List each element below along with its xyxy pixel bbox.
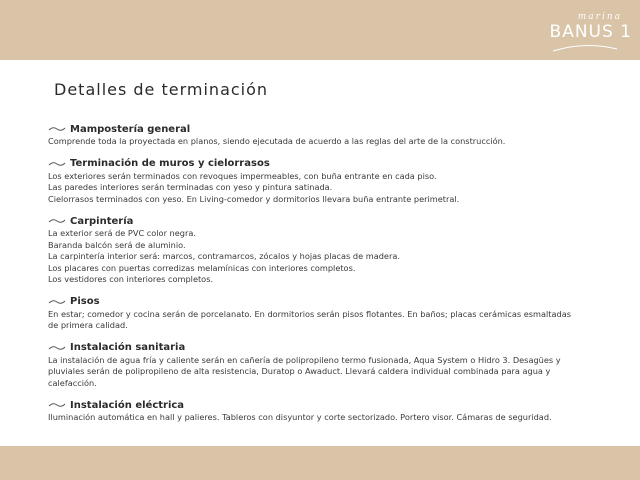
section-header: [48, 157, 623, 171]
brand-script-text: marina: [577, 12, 622, 22]
tilde-dash-icon: [48, 298, 66, 306]
tilde-dash-icon: [48, 344, 66, 352]
section-title: Instalación sanitaria: [70, 342, 186, 353]
section-instalacion-sanitaria: [48, 341, 623, 390]
section-line: Comprende toda la proyectada en planos, siendo ejecutada de acuerdo a las reglas del arte de la construcción.: [48, 136, 506, 146]
page-title: Detalles de terminación: [54, 80, 269, 99]
section-body: [48, 309, 623, 332]
section-header: [48, 398, 623, 412]
brand-arc-icon: [552, 43, 618, 52]
section-line: de primera calidad.: [48, 320, 128, 330]
section-header: [48, 295, 623, 309]
section-header: [48, 214, 623, 228]
header-band: [0, 0, 640, 60]
footer-band: [0, 446, 640, 480]
section-line: Iluminación automática en hall y palieres. Tableros con disyuntor y corte sectorizado. Portero visor. Cámaras de seguridad.: [48, 412, 552, 422]
specs-content: [48, 122, 623, 433]
section-carpinteria: [48, 214, 623, 286]
tilde-dash-icon: [48, 125, 66, 133]
section-header: [48, 341, 623, 355]
brand-main-text: BANUS 1: [549, 22, 632, 42]
tilde-dash-icon: [48, 401, 66, 409]
section-line: En estar; comedor y cocina serán de porcelanato. En dormitorios serán pisos flotantes. En baños; placas cerámicas esmaltadas: [48, 308, 571, 319]
section-line: La carpintería interior será: marcos, contramarcos, zócalos y hojas placas de madera.: [48, 251, 400, 261]
section-line: La instalación de agua fría y caliente serán en cañería de polipropileno termo fusionada, Aqua System o Hidro 3. Desagües y: [48, 354, 561, 365]
section-line: Baranda balcón será de aluminio.: [48, 239, 186, 250]
section-instalacion-electrica: [48, 398, 623, 424]
section-body: [48, 355, 623, 390]
section-line: Cielorrasos terminados con yeso. En Living-comedor y dormitorios llevara buña entrante perimetral.: [48, 193, 460, 204]
section-title: Instalación eléctrica: [70, 399, 185, 411]
section-header: [48, 122, 623, 136]
brand-logo: [550, 10, 632, 52]
section-body: [48, 171, 623, 206]
section-line: pluviales serán de polipropileno de alta resistencia, Duratop o Awaduct. Llevará caldera individual combinada para agua y: [48, 366, 551, 376]
tilde-dash-icon: [48, 160, 66, 168]
section-line: La exterior será de PVC color negra.: [48, 228, 196, 238]
section-line: Los vestidores con interiores completos.: [48, 274, 214, 284]
section-body: [48, 136, 623, 148]
section-mamposteria: [48, 122, 623, 148]
section-line: Los exteriores serán terminados con revoques impermeables, con buña entrante en cada piso.: [48, 170, 437, 181]
section-title: Pisos: [70, 296, 100, 307]
section-muros-cielorrasos: [48, 157, 623, 206]
section-title: Carpintería: [70, 215, 134, 227]
section-pisos: [48, 295, 623, 332]
section-body: [48, 412, 623, 424]
section-title: Mampostería general: [70, 123, 191, 135]
section-line: calefacción.: [48, 377, 97, 388]
section-body: [48, 228, 623, 286]
section-title: Terminación de muros y cielorrasos: [70, 158, 270, 169]
tilde-dash-icon: [48, 217, 66, 225]
section-line: Los placares con puertas corredizas melamínicas con interiores completos.: [48, 262, 356, 273]
section-line: Las paredes interiores serán terminadas con yeso y pintura satinada.: [48, 182, 333, 192]
